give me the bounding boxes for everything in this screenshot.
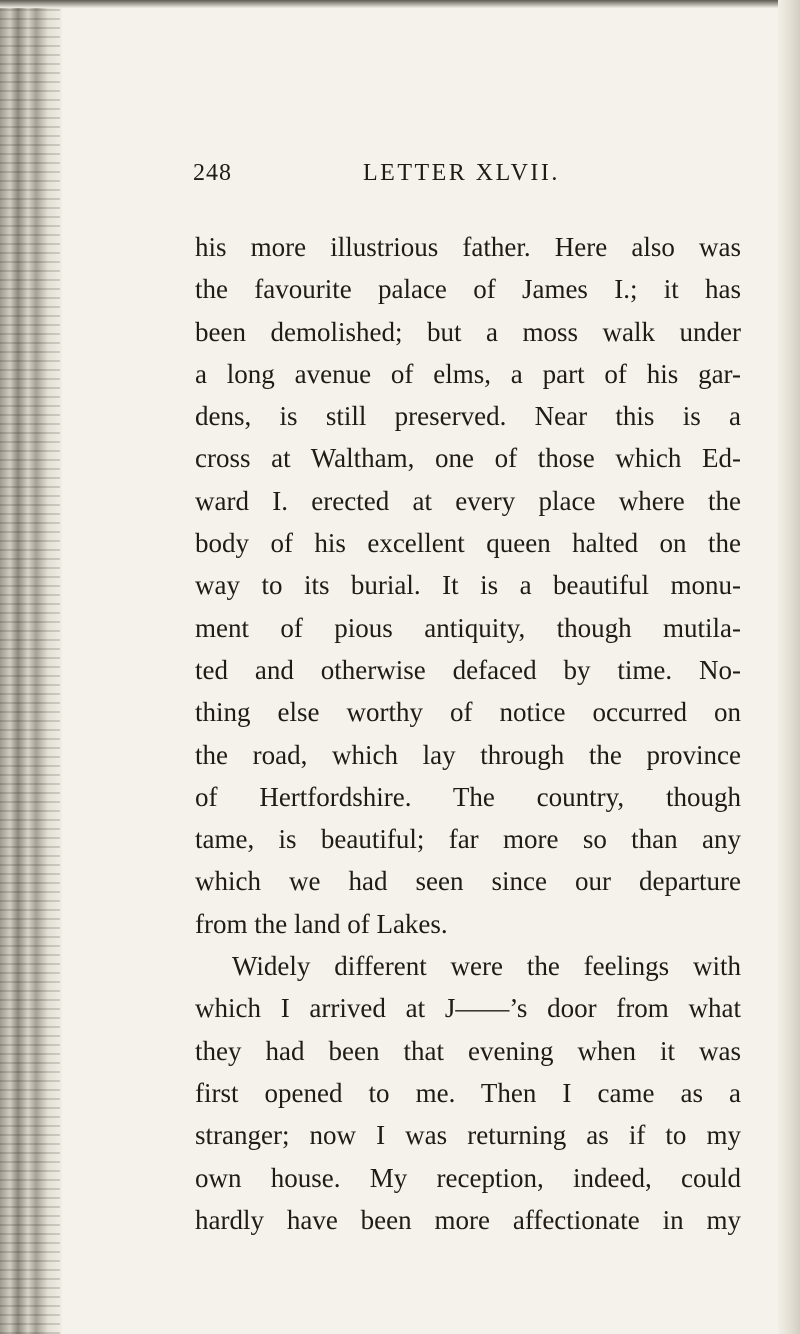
text-line: body of his excellent queen halted on the <box>195 528 741 559</box>
running-head: LETTER XLVII. <box>363 160 560 186</box>
text-line-paragraph-end: from the land of Lakes. <box>195 908 448 939</box>
page-top-edge <box>0 0 800 8</box>
text-line: first opened to me. Then I came as a <box>195 1077 741 1108</box>
text-line: own house. My reception, indeed, could <box>195 1162 741 1193</box>
text-line: been demolished; but a moss walk under <box>195 316 741 347</box>
page-header <box>193 160 793 200</box>
text-line: the favourite palace of James I.; it has <box>195 274 741 305</box>
page-number: 248 <box>193 160 232 186</box>
binding-texture <box>0 0 60 1334</box>
text-line: the road, which lay through the province <box>195 739 741 770</box>
body-text <box>195 226 741 1241</box>
text-line: thing else worthy of notice occurred on <box>195 697 741 728</box>
text-line: ted and otherwise defaced by time. No- <box>195 654 741 685</box>
text-line: a long avenue of elms, a part of his gar- <box>195 358 741 389</box>
page-right-edge <box>778 0 800 1334</box>
text-line: dens, is still preserved. Near this is a <box>195 401 741 432</box>
text-line: ment of pious antiquity, though mutila- <box>195 612 741 643</box>
text-line: tame, is beautiful; far more so than any <box>195 824 741 855</box>
text-line: cross at Waltham, one of those which Ed- <box>195 443 741 474</box>
text-line-paragraph-start: Widely different were the feelings with <box>232 951 741 982</box>
text-line: which we had seen since our departure <box>195 866 741 897</box>
text-line: they had been that evening when it was <box>195 1035 741 1066</box>
text-line: hardly have been more affectionate in my <box>195 1204 741 1235</box>
text-line: his more illustrious father. Here also was <box>195 232 741 262</box>
text-line: way to its burial. It is a beautiful monu- <box>195 570 741 601</box>
text-line: which I arrived at J——’s door from what <box>195 993 741 1024</box>
text-line: ward I. erected at every place where the <box>195 485 741 516</box>
text-line: of Hertfordshire. The country, though <box>195 781 741 812</box>
text-line: stranger; now I was returning as if to my <box>195 1120 741 1151</box>
